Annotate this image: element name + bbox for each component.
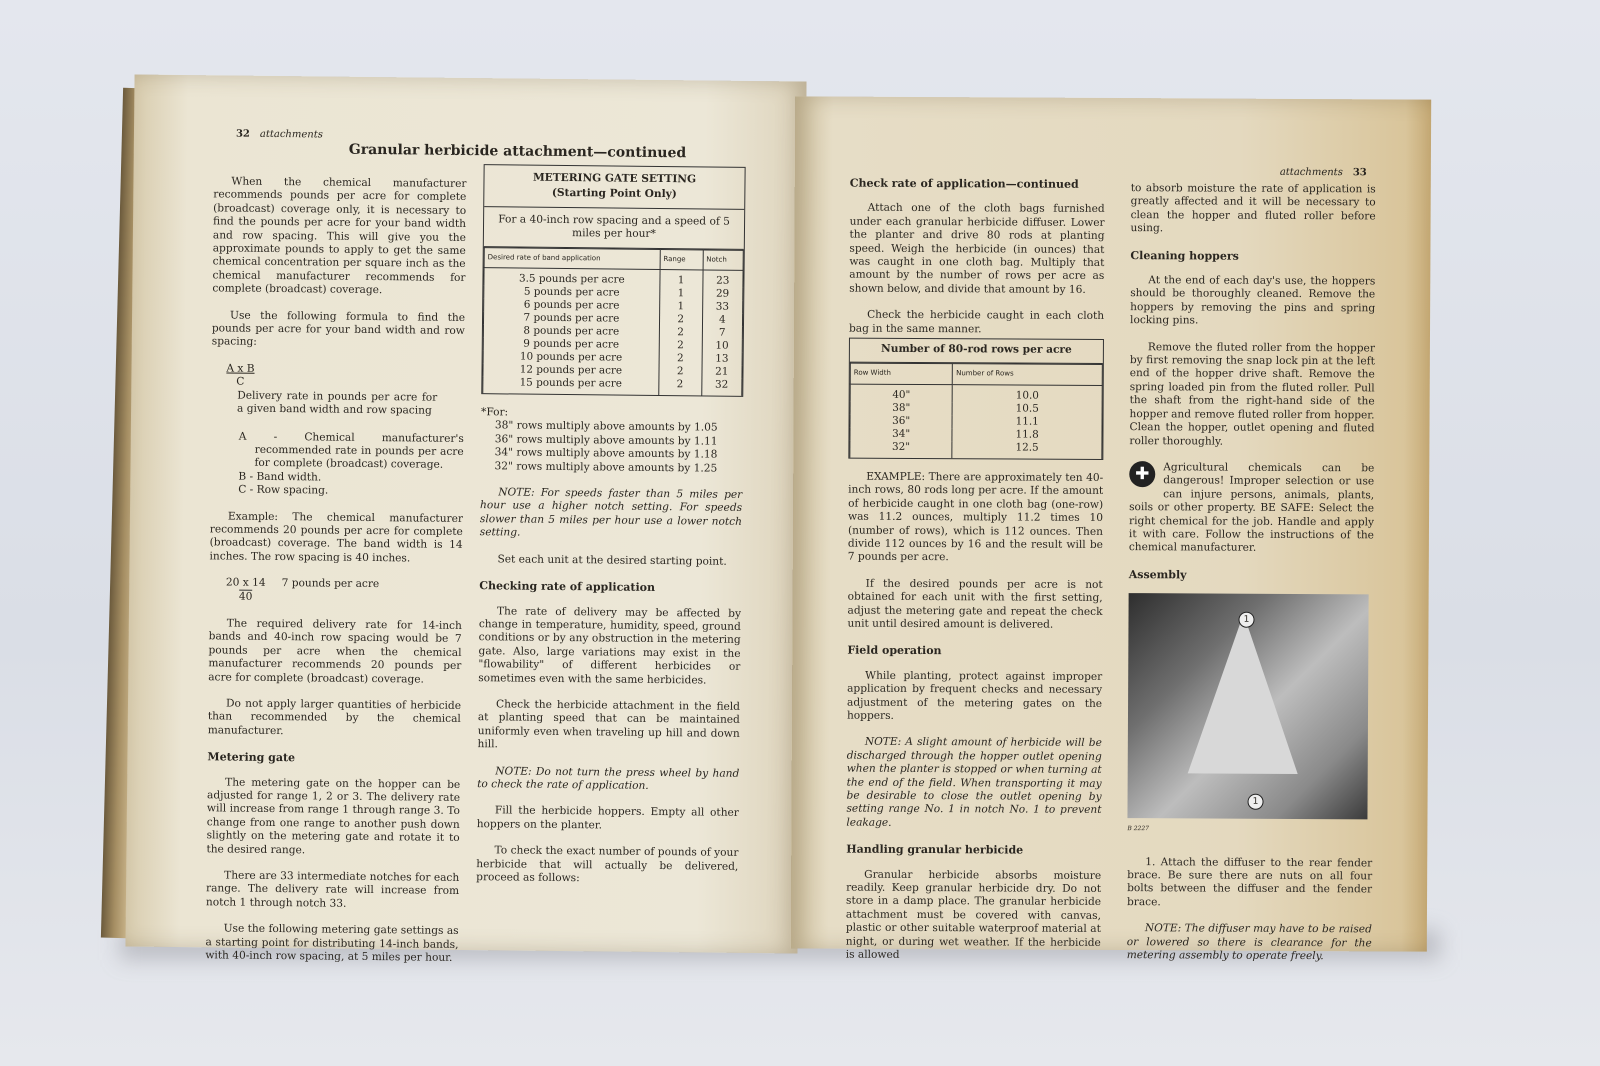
rows-per-acre-table (848, 338, 1104, 460)
page-number: 32 (235, 128, 250, 140)
table-cell: 3.5 pounds per acre (484, 268, 660, 287)
table-cell: 33 (702, 300, 743, 313)
callout-marker: 1 (1248, 794, 1264, 810)
table-cell: 2 (659, 365, 702, 378)
calc-denominator: 40 (238, 590, 253, 603)
table-cell: 4 (702, 313, 743, 326)
column-header: Range (660, 249, 703, 270)
formula (225, 362, 465, 418)
table-cell: 12 pounds per acre (483, 363, 659, 378)
table-cell: 34" (850, 428, 952, 442)
table-cell: 2 (659, 326, 702, 339)
multiplier-list (494, 420, 743, 476)
hopper-shape (1188, 614, 1299, 775)
paragraph: to absorb moisture the rate of application is greatly affected and it will be necessary to clean the hopper and fluted roller before using. (1130, 182, 1376, 235)
table-cell: 10 pounds per acre (483, 350, 659, 365)
left-column (846, 177, 1105, 977)
section-name: attachments (259, 128, 323, 141)
table-cell: 11.8 (952, 428, 1102, 442)
table-cell: 21 (701, 365, 742, 378)
table-cell: 1 (660, 287, 703, 300)
section-heading: Check rate of application—continued (849, 176, 1079, 191)
paragraph: Check the herbicide attachment in the field at planting speed that can be maintained uniformly even when traveling up hill and down hill. (477, 698, 741, 751)
multiplier-item: 32" rows multiply above amounts by 1.25 (494, 459, 718, 475)
table-cell: 2 (659, 339, 702, 352)
paragraph: At the end of each day's use, the hoppers should be thoroughly cleaned. Remove the hoppers by removing the pins and spring locking pins. (1130, 274, 1376, 327)
table-row (484, 268, 743, 288)
paragraph: Use the following formula to find the pounds per acre for your band width and row spacing: (211, 309, 466, 349)
table-cell: 23 (702, 270, 743, 288)
table-row (850, 428, 1102, 442)
table-cell: 2 (659, 313, 702, 326)
column-header: Notch (703, 250, 744, 271)
table-row (850, 384, 1102, 403)
paragraph: Remove the fluted roller from the hopper by first removing the snap lock pin at the left end of the hopper drive shaft. Remove the spring loaded pin from the fluted roller. Pull the shaft from the right-hand side of the hopper and remove fluted roller from hopper. Clean the hopper, outlet opening and fluted roller thoroughly. (1129, 340, 1375, 448)
formula-legend (210, 430, 464, 500)
right-column (1127, 182, 1376, 977)
right-page (791, 96, 1431, 963)
legend-item: A - Chemical manufacturer's recommended rate in pounds per acre for complete (broadcast) coverage. (238, 430, 464, 472)
table-cell: 2 (659, 352, 702, 365)
left-page (125, 75, 806, 964)
table-cell: 7 pounds per acre (483, 311, 659, 326)
section-heading: Handling granular herbicide (846, 842, 1024, 857)
safety-cross-icon: ✚ (1129, 461, 1155, 487)
table-cell: 15 pounds per acre (483, 376, 659, 395)
warning-text: Agricultural chemicals can be dangerous! Improper selection or use can injure persons, animals, plants, soils or other property. BE SAFE: Select the right chemical for the job. Handle and apply it with care. Follow the instructions of the chemical manufacturer. (1128, 461, 1375, 555)
table-title: Number of 80-rod rows per acre (850, 339, 1103, 365)
page-title: Granular herbicide attachment—continued (348, 141, 687, 162)
table-cell: 32 (701, 378, 742, 395)
paragraph: The metering gate on the hopper can be adjusted for range 1, 2 or 3. The delivery rate will increase from range 1 through range 3. To change from one range to another push down slightly on the metering gate and rotate it to the desired range. (206, 776, 461, 856)
multiplier-item: 38" rows multiply above amounts by 1.05 (494, 419, 718, 435)
paragraph: Fill the herbicide hoppers. Empty all other hoppers on the planter. (476, 804, 739, 832)
table-subtitle: (Starting Point Only) (484, 187, 744, 210)
legend-item: B - Band width. (238, 470, 322, 484)
page-number: 33 (1352, 167, 1367, 179)
paragraph: There are 33 intermediate notches for each range. The delivery rate will increase from notch 1 through notch 33. (205, 869, 460, 910)
table-cell: 8 pounds per acre (483, 324, 659, 339)
table (482, 247, 744, 396)
table-row (483, 376, 742, 396)
paragraph: When the chemical manufacturer recommends pounds per acre for complete (broadcast) coverage only, it is necessary to find the pounds per acre for your band width and row spacing. This will give you the approximate pounds to apply to get the same chemical concentration per square inch as the chemical manufacturer recommends for complete (broadcast) coverage. (212, 175, 467, 297)
paragraph: Use the following metering gate settings as a starting point for distributing 14-inch bands, with 40-inch row spacing, at 5 miles per hour. (205, 922, 459, 964)
footnote-label: *For: (481, 406, 509, 419)
paragraph: Granular herbicide absorbs moisture readily. Keep granular herbicide dry. Do not store in a damp place. The granular herbicide attachment must be covered with canvas, plastic or other suitable waterproof material at night, or during wet weather. If the herbicide is allowed (845, 868, 1102, 961)
figure-id: B 2227 (1127, 825, 1150, 833)
table-cell: 10 (702, 339, 743, 352)
legend-item: C - Row spacing. (238, 483, 329, 497)
table-cell: 29 (702, 287, 743, 300)
calc-numerator: 20 x 14 (225, 576, 266, 590)
paragraph: While planting, protect against improper application by frequent checks and necessary adjustment of the metering gates on the hoppers. (846, 669, 1103, 722)
section-name: attachments (1279, 166, 1343, 179)
column-header: Row Width (850, 364, 952, 385)
table-cell: 10.5 (952, 402, 1102, 416)
table-cell: 11.1 (952, 415, 1102, 429)
multiplier-item: 34" rows multiply above amounts by 1.18 (494, 446, 718, 461)
table-cell: 6 pounds per acre (484, 298, 660, 313)
table-cell: 13 (702, 352, 743, 365)
table-row (850, 415, 1102, 429)
table-cell: 36" (850, 415, 952, 429)
calc-result: 7 pounds per acre (281, 577, 380, 591)
paragraph: To check the exact number of pounds of your herbicide that will actually be delivered, proceed as follows: (476, 844, 739, 885)
calculation (223, 577, 462, 606)
paragraph: Do not apply larger quantities of herbicide than recommended by the chemical manufacturer. (207, 697, 462, 737)
paragraph: Check the herbicide caught in each cloth bag in the same manner. (848, 308, 1105, 335)
table-title: METERING GATE SETTING (532, 171, 697, 186)
table-cell: 9 pounds per acre (483, 337, 659, 352)
paragraph: Attach one of the cloth bags furnished under each granular herbicide diffuser. Lower the planter and drive 80 rods at planting speed. Weigh the herbicide (in ounces) that was caught in one cloth bag. Multiply that amount by the number of rows per acre as shown below, and divide that amount by 16. (849, 202, 1105, 296)
table-cell: 1 (659, 300, 702, 313)
paragraph: The required delivery rate for 14-inch bands and 40-inch row spacing would be 7 pounds per acre when the chemical manufacturer recommends 20 pounds per acre for complete (broadcast) coverage. (208, 617, 462, 686)
table-cell: 10.0 (952, 385, 1102, 403)
table-condition: For a 40-inch row spacing and a speed of 5 miles per hour* (484, 207, 744, 250)
page-header (1280, 167, 1377, 179)
formula-text: Delivery rate in pounds per acre for a given band width and row spacing (237, 389, 438, 417)
note: NOTE: The diffuser may have to be raised or lowered so there is clearance for the metering assembly to operate freely. (1126, 922, 1372, 963)
metering-gate-table (481, 164, 745, 397)
table-cell: 7 (702, 326, 743, 339)
safety-warning (1129, 461, 1374, 556)
note: NOTE: A slight amount of herbicide will be discharged through the hopper outlet opening when the planter is stopped or when turning at the end of the field. When transporting it may be desirable to close the outlet opening by setting range No. 1 in notch No. 1 to prevent leakage. (846, 736, 1102, 829)
section-heading: Checking rate of application (479, 579, 656, 595)
table-cell: 32" (850, 441, 952, 459)
section-heading: Assembly (1128, 567, 1187, 582)
paragraph: EXAMPLE: There are approximately ten 40-inch rows, 80 rods long per acre. If the amount of herbicide caught in one cloth bag (one-row) was 11.2 ounces, multiply 11.2 times 10 (number of rows), which is 112 ounces. Then divide 112 ounces by 16 and the result will be 7 pounds per acre. (847, 470, 1104, 564)
table-cell: 38" (850, 402, 952, 416)
formula-numerator: A x B (226, 362, 255, 375)
page-header (226, 128, 323, 140)
section-heading: Field operation (847, 643, 942, 658)
left-column (205, 175, 466, 978)
table-cell: 40" (850, 384, 952, 402)
right-column (476, 164, 746, 900)
table (849, 363, 1102, 459)
column-header: Desired rate of band application (484, 247, 660, 269)
table-cell: 5 pounds per acre (484, 285, 660, 300)
table-cell: 12.5 (952, 441, 1102, 459)
callout-marker: 1 (1238, 612, 1254, 628)
diffuser-photo (1127, 593, 1368, 819)
table-row (850, 441, 1102, 459)
section-heading: Metering gate (207, 750, 296, 765)
paragraph: The rate of delivery may be affected by change in temperature, humidity, speed, ground conditions or by any obstruction in the metering gate. Also, large variations may exist in the "flowability" of different herbicides or sometimes even with the same herbicides. (478, 604, 742, 687)
paragraph: Set each unit at the desired starting point. (497, 553, 727, 568)
section-heading: Cleaning hoppers (1130, 248, 1239, 263)
note: NOTE: Do not turn the press wheel by hand to check the rate of application. (477, 764, 740, 792)
table-cell: 2 (659, 378, 702, 395)
multiplier-item: 36" rows multiply above amounts by 1.11 (494, 433, 718, 448)
note: NOTE: For speeds faster than 5 miles per hour use a higher notch setting. For speeds slower than 5 miles per hour use a lower notch setting. (479, 486, 743, 539)
formula-denominator: C (236, 375, 245, 388)
table-cell: 1 (660, 270, 703, 288)
column-header: Number of Rows (953, 364, 1103, 385)
paragraph: 1. Attach the diffuser to the rear fender brace. Be sure there are nuts on all four bolts between the diffuser and the fender brace. (1126, 855, 1373, 909)
paragraph: Example: The chemical manufacturer recommends 20 pounds per acre for complete (broadcast) coverage. The band width is 14 inches. The row spacing is 40 inches. (209, 510, 464, 565)
paragraph: If the desired pounds per acre is not obtained for each unit with the first setting, adjust the metering gate and repeat the check unit until desired amount is delivered. (847, 577, 1103, 631)
table-row (850, 402, 1102, 416)
